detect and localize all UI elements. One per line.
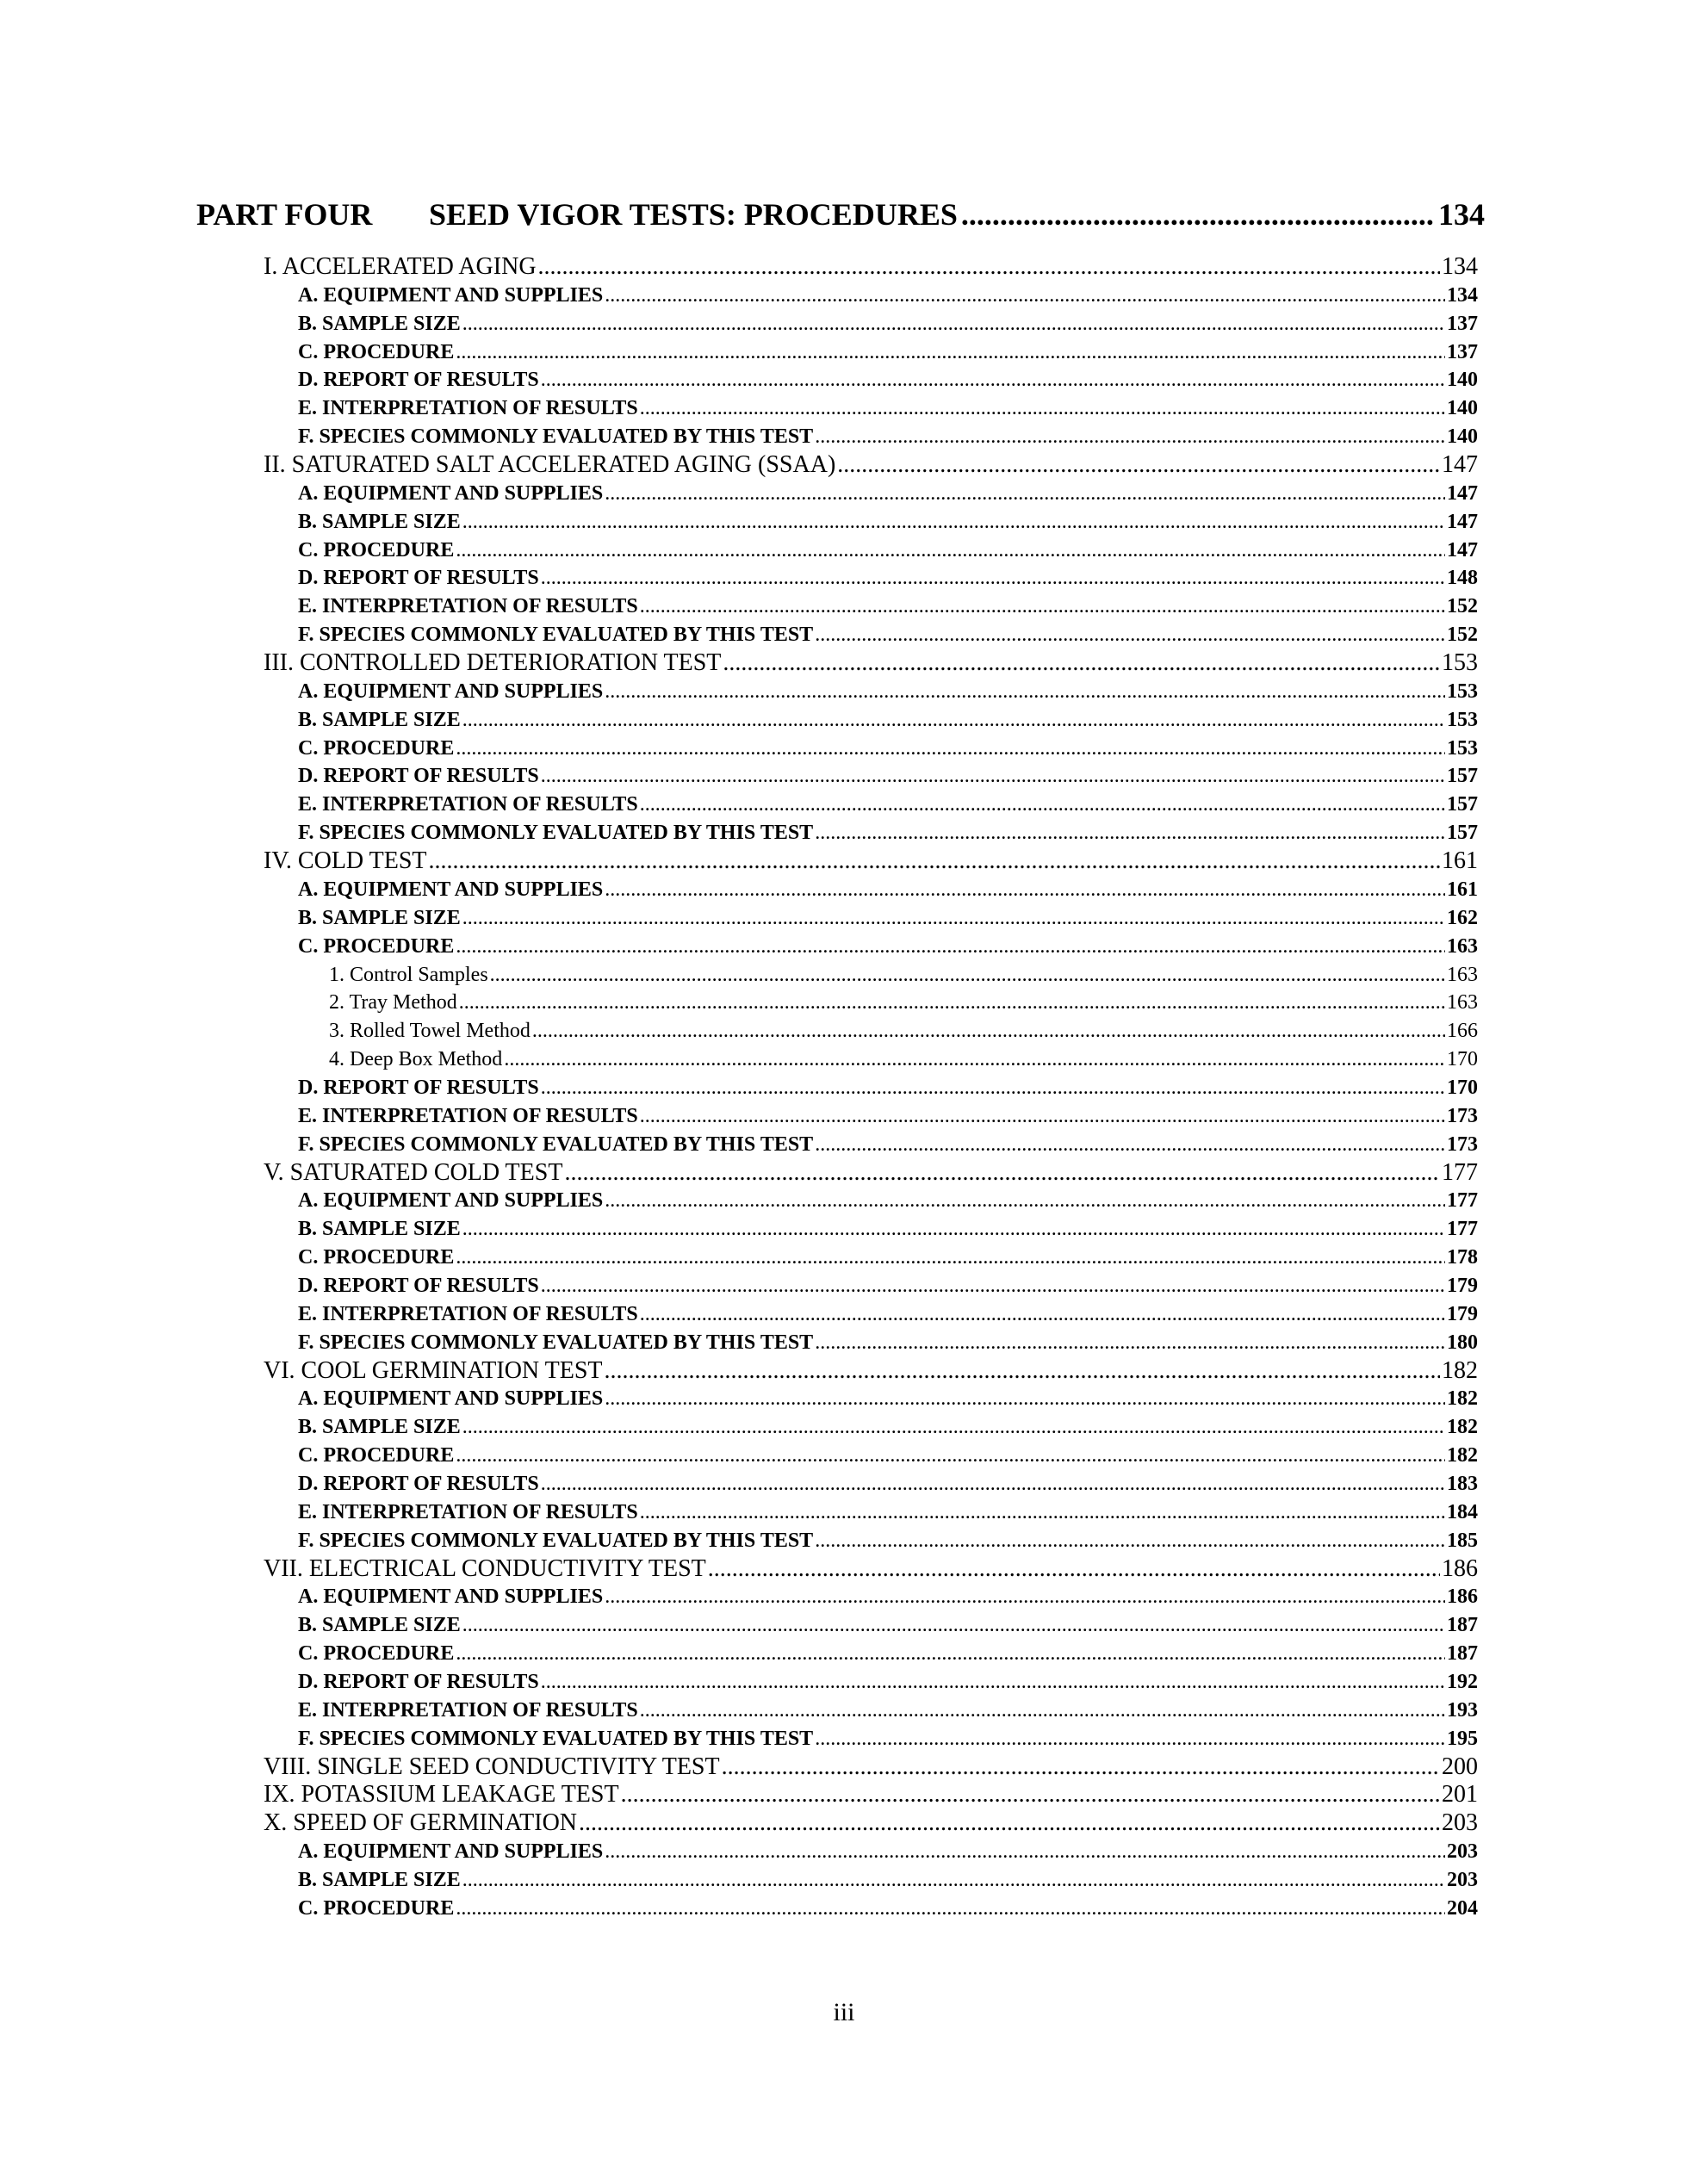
toc-entry-label: 1. Control Samples	[329, 963, 488, 986]
toc-entry-label: F. SPECIES COMMONLY EVALUATED BY THIS TEST	[298, 425, 814, 449]
toc-entry-page-number: 182	[1447, 1387, 1478, 1411]
toc-entry-label: A. EQUIPMENT AND SUPPLIES	[298, 481, 604, 505]
dot-leader	[837, 451, 1440, 480]
toc-entry-label: 4. Deep Box Method	[329, 1048, 503, 1071]
dot-leader	[504, 1045, 1445, 1074]
toc-entry-page-number: 186	[1442, 1554, 1478, 1582]
toc-entry-label: VIII. SINGLE SEED CONDUCTIVITY TEST	[264, 1753, 720, 1780]
dot-leader	[605, 678, 1445, 706]
toc-entry-label: C. PROCEDURE	[298, 1642, 455, 1666]
dot-leader	[815, 1131, 1445, 1159]
toc-entry-page-number: 163	[1447, 991, 1478, 1014]
toc-entry-page-number: 152	[1447, 624, 1478, 647]
toc-subsection-entry[interactable]	[298, 1187, 1478, 1215]
dot-leader	[640, 1697, 1445, 1725]
dot-leader	[541, 366, 1445, 394]
dot-leader	[532, 1017, 1445, 1045]
toc-entry-page-number: 185	[1447, 1529, 1478, 1552]
toc-entry-page-number: 170	[1447, 1048, 1478, 1071]
dot-leader	[541, 1272, 1445, 1300]
dot-leader	[605, 1385, 1445, 1413]
toc-entry-label: II. SATURATED SALT ACCELERATED AGING (SSAA)	[264, 451, 836, 479]
toc-subsection-entry[interactable]	[298, 1442, 1478, 1470]
toc-subsection-entry[interactable]	[298, 537, 1478, 565]
part-heading	[196, 196, 1485, 238]
toc-entry-page-number: 186	[1447, 1585, 1478, 1609]
toc-entry-page-number: 161	[1442, 847, 1478, 875]
toc-entry-page-number: 157	[1447, 793, 1478, 816]
toc-entry-label: D. REPORT OF RESULTS	[298, 567, 539, 590]
dot-leader	[708, 1555, 1440, 1584]
toc-entry-label: A. EQUIPMENT AND SUPPLIES	[298, 679, 604, 703]
toc-entry-page-number: 195	[1447, 1727, 1478, 1750]
toc-subsection-entry[interactable]	[298, 735, 1478, 763]
dot-leader	[462, 1413, 1445, 1442]
dot-leader	[640, 394, 1445, 423]
toc-subsection-entry[interactable]	[298, 1131, 1478, 1159]
toc-section-entry[interactable]	[264, 1357, 1478, 1386]
toc-subsection-entry[interactable]	[298, 933, 1478, 961]
dot-leader	[462, 904, 1445, 933]
toc-entry-label: D. REPORT OF RESULTS	[298, 765, 539, 788]
toc-entry-label: A. EQUIPMENT AND SUPPLIES	[298, 1189, 604, 1213]
dot-leader	[462, 1611, 1445, 1640]
toc-entry-label: A. EQUIPMENT AND SUPPLIES	[298, 283, 604, 307]
toc-entry-label: E. INTERPRETATION OF RESULTS	[298, 1104, 638, 1127]
toc-subsection-entry[interactable]	[298, 310, 1478, 338]
toc-subsection-entry[interactable]	[298, 338, 1478, 367]
toc-entry-label: F. SPECIES COMMONLY EVALUATED BY THIS TEST	[298, 1529, 814, 1552]
dot-leader	[456, 1640, 1445, 1668]
dot-leader	[541, 762, 1445, 791]
dot-leader	[456, 933, 1445, 961]
toc-entry-label: F. SPECIES COMMONLY EVALUATED BY THIS TEST	[298, 822, 814, 845]
toc-subsection-entry[interactable]	[298, 1640, 1478, 1668]
toc-entry-label: B. SAMPLE SIZE	[298, 312, 461, 335]
toc-entry-page-number: 163	[1447, 934, 1478, 958]
toc-subsection-entry[interactable]	[298, 678, 1478, 706]
toc-subsection-entry[interactable]	[298, 1470, 1478, 1498]
toc-entry-page-number: 179	[1447, 1302, 1478, 1325]
dot-leader	[462, 310, 1445, 338]
toc-entry-page-number: 193	[1447, 1698, 1478, 1722]
toc-subsection-entry[interactable]	[298, 282, 1478, 310]
toc-entry-label: I. ACCELERATED AGING	[264, 253, 537, 280]
toc-entry-label: C. PROCEDURE	[298, 934, 455, 958]
toc-entry-label: B. SAMPLE SIZE	[298, 1218, 461, 1241]
toc-subsection-entry[interactable]	[298, 1074, 1478, 1102]
toc-section-entry[interactable]	[264, 1555, 1478, 1584]
toc-entry-label: X. SPEED OF GERMINATION	[264, 1809, 578, 1837]
toc-subsection-entry[interactable]	[298, 1697, 1478, 1725]
toc-entry-label: C. PROCEDURE	[298, 1896, 455, 1920]
toc-entry-label: V. SATURATED COLD TEST	[264, 1158, 563, 1186]
toc-entry-page-number: 166	[1447, 1020, 1478, 1043]
toc-entry-page-number: 178	[1447, 1246, 1478, 1269]
toc-entry-page-number: 180	[1447, 1331, 1478, 1354]
dot-leader	[640, 791, 1445, 819]
toc-subsection-entry[interactable]	[298, 791, 1478, 819]
toc-subsection-entry[interactable]	[298, 1527, 1478, 1555]
toc-entry-page-number: 163	[1447, 963, 1478, 986]
toc-entry-page-number: 187	[1447, 1614, 1478, 1637]
toc-entry-label: F. SPECIES COMMONLY EVALUATED BY THIS TEST	[298, 624, 814, 647]
toc-subsection-entry[interactable]	[298, 508, 1478, 537]
dot-leader	[621, 1781, 1440, 1809]
dot-leader	[456, 1244, 1445, 1272]
dot-leader	[815, 621, 1445, 649]
toc-entry-label: C. PROCEDURE	[298, 1444, 455, 1467]
toc-entry-label: VII. ELECTRICAL CONDUCTIVITY TEST	[264, 1554, 706, 1582]
toc-entry-page-number: 157	[1447, 822, 1478, 845]
toc-entry-page-number: 177	[1447, 1218, 1478, 1241]
dot-leader	[605, 480, 1445, 508]
dot-leader	[462, 706, 1445, 735]
toc-section-entry[interactable]	[264, 847, 1478, 876]
toc-entry-label: D. REPORT OF RESULTS	[298, 1076, 539, 1099]
toc-entry-label: A. EQUIPMENT AND SUPPLIES	[298, 878, 604, 901]
toc-entry-page-number: 147	[1447, 538, 1478, 562]
toc-entry-page-number: 148	[1447, 567, 1478, 590]
toc-item-entry[interactable]	[329, 961, 1478, 990]
toc-entry-page-number: 182	[1442, 1356, 1478, 1384]
toc-subsection-entry[interactable]	[298, 1498, 1478, 1527]
toc-entry-page-number: 183	[1447, 1472, 1478, 1495]
toc-entry-page-number: 173	[1447, 1104, 1478, 1127]
toc-subsection-entry[interactable]	[298, 876, 1478, 904]
toc-subsection-entry[interactable]	[298, 1611, 1478, 1640]
toc-item-entry[interactable]	[329, 989, 1478, 1017]
toc-entry-label: IX. POTASSIUM LEAKAGE TEST	[264, 1781, 619, 1809]
toc-subsection-entry[interactable]	[298, 480, 1478, 508]
toc-entry-page-number: 137	[1447, 312, 1478, 335]
toc-entry-page-number: 140	[1447, 397, 1478, 420]
dot-leader	[459, 989, 1445, 1017]
dot-leader	[541, 1470, 1445, 1498]
dot-leader	[490, 961, 1445, 990]
toc-subsection-entry[interactable]	[298, 904, 1478, 933]
dot-leader	[579, 1809, 1440, 1838]
toc-entry-label: E. INTERPRETATION OF RESULTS	[298, 1698, 638, 1722]
toc-entry-page-number: 134	[1442, 253, 1478, 280]
toc-entry-label: C. PROCEDURE	[298, 736, 455, 760]
toc-subsection-entry[interactable]	[298, 1668, 1478, 1697]
toc-subsection-entry[interactable]	[298, 593, 1478, 621]
toc-entry-label: B. SAMPLE SIZE	[298, 708, 461, 731]
toc-entry-label: D. REPORT OF RESULTS	[298, 1472, 539, 1495]
toc-section-entry[interactable]	[264, 1159, 1478, 1188]
toc-subsection-entry[interactable]	[298, 1895, 1478, 1923]
dot-leader	[605, 1583, 1445, 1611]
toc-entry-page-number: 153	[1447, 708, 1478, 731]
toc-entry-page-number: 203	[1447, 1840, 1478, 1864]
toc-subsection-entry[interactable]	[298, 1866, 1478, 1895]
toc-entry-label: E. INTERPRETATION OF RESULTS	[298, 1500, 638, 1523]
dot-leader	[961, 196, 1435, 233]
toc-entry-label: 3. Rolled Towel Method	[329, 1020, 531, 1043]
toc-entry-page-number: 177	[1447, 1189, 1478, 1213]
dot-leader	[605, 876, 1445, 904]
toc-subsection-entry[interactable]	[298, 1413, 1478, 1442]
dot-leader	[722, 1753, 1440, 1782]
dot-leader	[429, 847, 1440, 876]
dot-leader	[815, 1527, 1445, 1555]
dot-leader	[640, 1498, 1445, 1527]
dot-leader	[605, 1357, 1440, 1386]
toc-subsection-entry[interactable]	[298, 564, 1478, 593]
dot-leader	[815, 1725, 1445, 1753]
toc-entry-label: B. SAMPLE SIZE	[298, 906, 461, 929]
dot-leader	[815, 423, 1445, 451]
toc-subsection-entry[interactable]	[298, 621, 1478, 649]
dot-leader	[564, 1159, 1440, 1188]
toc-entry-page-number: 204	[1447, 1896, 1478, 1920]
toc-entry-label: C. PROCEDURE	[298, 340, 455, 363]
toc-entry-label: IV. COLD TEST	[264, 847, 427, 875]
dot-leader	[541, 1668, 1445, 1697]
dot-leader	[538, 253, 1440, 282]
dot-leader	[462, 508, 1445, 537]
toc-subsection-entry[interactable]	[298, 1385, 1478, 1413]
toc-subsection-entry[interactable]	[298, 1838, 1478, 1866]
toc-entry-label: B. SAMPLE SIZE	[298, 1869, 461, 1892]
toc-entry-label: E. INTERPRETATION OF RESULTS	[298, 397, 638, 420]
toc-subsection-entry[interactable]	[298, 1583, 1478, 1611]
toc-entry-page-number: 147	[1442, 451, 1478, 479]
dot-leader	[605, 282, 1445, 310]
toc-entry-label: E. INTERPRETATION OF RESULTS	[298, 595, 638, 618]
toc-entry-page-number: 173	[1447, 1132, 1478, 1156]
toc-entry-label: D. REPORT OF RESULTS	[298, 1671, 539, 1693]
toc-entry-page-number: 200	[1442, 1753, 1478, 1780]
toc-entry-label: III. CONTROLLED DETERIORATION TEST	[264, 649, 722, 677]
toc-entry-page-number: 177	[1442, 1158, 1478, 1186]
dot-leader	[456, 338, 1445, 367]
toc-entry-page-number: 157	[1447, 765, 1478, 788]
toc-item-entry[interactable]	[329, 1045, 1478, 1074]
toc-subsection-entry[interactable]	[298, 762, 1478, 791]
toc-entry-page-number: 161	[1447, 878, 1478, 901]
toc-entry-page-number: 140	[1447, 369, 1478, 392]
dot-leader	[456, 735, 1445, 763]
toc-subsection-entry[interactable]	[298, 1215, 1478, 1244]
toc-entry-label: E. INTERPRETATION OF RESULTS	[298, 793, 638, 816]
dot-leader	[815, 1329, 1445, 1357]
toc-entry-page-number: 170	[1447, 1076, 1478, 1099]
toc-section-entry[interactable]	[264, 1753, 1478, 1782]
toc-subsection-entry[interactable]	[298, 1272, 1478, 1300]
toc-subsection-entry[interactable]	[298, 366, 1478, 394]
toc-entry-page-number: 162	[1447, 906, 1478, 929]
toc-subsection-entry[interactable]	[298, 1300, 1478, 1329]
page-number-footer: iii	[833, 1998, 855, 2026]
dot-leader	[605, 1187, 1445, 1215]
toc-entry-page-number: 153	[1447, 679, 1478, 703]
toc-entry-label: B. SAMPLE SIZE	[298, 510, 461, 533]
toc-entry-page-number: 147	[1447, 510, 1478, 533]
toc-item-entry[interactable]	[329, 1017, 1478, 1045]
toc-entry-page-number: 182	[1447, 1416, 1478, 1439]
toc-entry-page-number: 192	[1447, 1671, 1478, 1693]
toc-entry-label: C. PROCEDURE	[298, 538, 455, 562]
toc-entry-page-number: 184	[1447, 1500, 1478, 1523]
toc-subsection-entry[interactable]	[298, 394, 1478, 423]
toc-entry-page-number: 152	[1447, 595, 1478, 618]
toc-entry-page-number: 147	[1447, 481, 1478, 505]
toc-entry-page-number: 134	[1447, 283, 1478, 307]
toc-subsection-entry[interactable]	[298, 1725, 1478, 1753]
toc-entry-page-number: 203	[1442, 1809, 1478, 1837]
dot-leader	[640, 1102, 1445, 1131]
toc-subsection-entry[interactable]	[298, 1244, 1478, 1272]
toc-subsection-entry[interactable]	[298, 706, 1478, 735]
toc-entry-label: 2. Tray Method	[329, 991, 457, 1014]
toc-section-entry[interactable]	[264, 253, 1478, 282]
toc-entry-label: B. SAMPLE SIZE	[298, 1416, 461, 1439]
toc-entry-label: A. EQUIPMENT AND SUPPLIES	[298, 1585, 604, 1609]
dot-leader	[456, 537, 1445, 565]
toc-entry-page-number: 140	[1447, 425, 1478, 449]
toc-entry-label: F. SPECIES COMMONLY EVALUATED BY THIS TEST	[298, 1132, 814, 1156]
part-title: SEED VIGOR TESTS: PROCEDURES	[429, 197, 958, 232]
toc-entry-page-number: 182	[1447, 1444, 1478, 1467]
toc-entry-page-number: 153	[1447, 736, 1478, 760]
toc-entry-page-number: 153	[1442, 649, 1478, 677]
toc-entry-label: VI. COOL GERMINATION TEST	[264, 1356, 603, 1384]
dot-leader	[462, 1866, 1445, 1895]
toc-subsection-entry[interactable]	[298, 1329, 1478, 1357]
toc-entry-page-number: 137	[1447, 340, 1478, 363]
toc-entry-label: C. PROCEDURE	[298, 1246, 455, 1269]
toc-entry-page-number: 201	[1442, 1781, 1478, 1809]
toc-subsection-entry[interactable]	[298, 423, 1478, 451]
part-page-number: 134	[1438, 197, 1485, 232]
toc-entry-label: E. INTERPRETATION OF RESULTS	[298, 1302, 638, 1325]
dot-leader	[723, 649, 1440, 678]
toc-entry-label: D. REPORT OF RESULTS	[298, 369, 539, 392]
toc-entry-label: A. EQUIPMENT AND SUPPLIES	[298, 1840, 604, 1864]
dot-leader	[456, 1895, 1445, 1923]
dot-leader	[541, 564, 1445, 593]
toc-section-entry[interactable]	[264, 1781, 1478, 1809]
dot-leader	[640, 593, 1445, 621]
toc-entry-label: A. EQUIPMENT AND SUPPLIES	[298, 1387, 604, 1411]
toc-section-entry[interactable]	[264, 1809, 1478, 1838]
toc-subsection-entry[interactable]	[298, 1102, 1478, 1131]
dot-leader	[605, 1838, 1445, 1866]
dot-leader	[815, 819, 1445, 847]
part-label: PART FOUR	[196, 197, 373, 232]
dot-leader	[541, 1074, 1445, 1102]
toc-entry-page-number: 203	[1447, 1869, 1478, 1892]
toc-entry-page-number: 179	[1447, 1274, 1478, 1297]
toc-section-entry[interactable]	[264, 649, 1478, 678]
toc-entry-page-number: 187	[1447, 1642, 1478, 1666]
dot-leader	[462, 1215, 1445, 1244]
toc-entry-label: F. SPECIES COMMONLY EVALUATED BY THIS TEST	[298, 1727, 814, 1750]
toc-subsection-entry[interactable]	[298, 819, 1478, 847]
toc-entry-label: B. SAMPLE SIZE	[298, 1614, 461, 1637]
dot-leader	[456, 1442, 1445, 1470]
toc-section-entry[interactable]	[264, 451, 1478, 480]
toc-entry-label: F. SPECIES COMMONLY EVALUATED BY THIS TEST	[298, 1331, 814, 1354]
dot-leader	[640, 1300, 1445, 1329]
toc-entry-label: D. REPORT OF RESULTS	[298, 1274, 539, 1297]
